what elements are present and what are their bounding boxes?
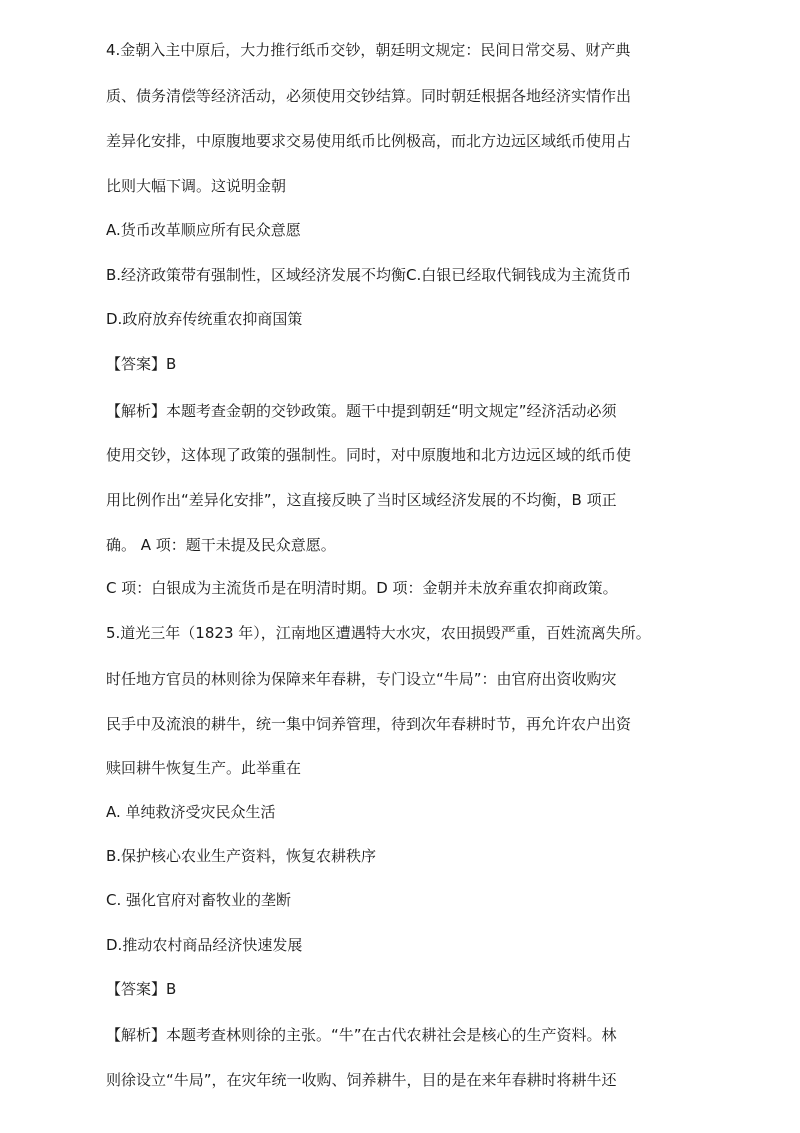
q4-analysis-line-1: 【解析】本题考查金朝的交钞政策。题干中提到朝廷“明文规定”经济活动必须 xyxy=(106,402,617,420)
q4-analysis-line-5: C 项：白银成为主流货币是在明清时期。D 项：金朝并未放弃重农抑商政策。 xyxy=(106,579,618,597)
q5-stem-line-4: 赎回耕牛恢复生产。此举重在 xyxy=(106,759,302,777)
q4-stem-line-3: 差异化安排，中原腹地要求交易使用纸币比例极高，而北方边远区域纸币使用占 xyxy=(106,132,632,150)
q5-stem-line-3: 民手中及流浪的耕牛，统一集中饲养管理，待到次年春耕时节，再允许农户出资 xyxy=(106,715,632,733)
q4-analysis-line-3: 用比例作出“差异化安排”，这直接反映了当时区域经济发展的不均衡，B 项正 xyxy=(106,491,617,509)
q4-analysis-line-2: 使用交钞，这体现了政策的强制性。同时，对中原腹地和北方边远区域的纸币使 xyxy=(106,446,632,464)
q4-stem-line-4: 比则大幅下调。这说明金朝 xyxy=(106,177,287,195)
q4-option-a: A.货币改革顺应所有民众意愿 xyxy=(106,221,301,239)
q4-stem-line-2: 质、债务清偿等经济活动，必须使用交钞结算。同时朝廷根据各地经济实情作出 xyxy=(106,87,632,105)
q5-option-a: A. 单纯救济受灾民众生活 xyxy=(106,803,276,821)
q5-option-c: C. 强化官府对畜牧业的垄断 xyxy=(106,891,292,909)
q5-stem-line-2: 时任地方官员的林则徐为保障来年春耕，专门设立“牛局”：由官府出资收购灾 xyxy=(106,670,617,688)
q4-answer: 【答案】B xyxy=(106,355,177,373)
q5-option-d: D.推动农村商品经济快速发展 xyxy=(106,936,303,954)
q5-analysis-line-2: 则徐设立“牛局”，在灾年统一收购、饲养耕牛，目的是在来年春耕时将耕牛还 xyxy=(106,1071,617,1089)
q5-option-b: B.保护核心农业生产资料，恢复农耕秩序 xyxy=(106,847,377,865)
q5-answer: 【答案】B xyxy=(106,980,177,998)
q4-analysis-line-4: 确。 A 项：题干未提及民众意愿。 xyxy=(106,536,336,554)
q4-stem-line-1: 4.金朝入主中原后，大力推行纸币交钞，朝廷明文规定：民间日常交易、财产典 xyxy=(106,41,631,59)
q4-option-d: D.政府放弃传统重农抑商国策 xyxy=(106,310,303,328)
q4-option-b-c: B.经济政策带有强制性，区域经济发展不均衡C.白银已经取代铜钱成为主流货币 xyxy=(106,266,632,284)
q5-analysis-line-1: 【解析】本题考查林则徐的主张。“牛”在古代农耕社会是核心的生产资料。林 xyxy=(106,1026,617,1044)
q5-stem-line-1: 5.道光三年（1823 年），江南地区遭遇特大水灾，农田损毁严重，百姓流离失所。 xyxy=(106,624,651,642)
